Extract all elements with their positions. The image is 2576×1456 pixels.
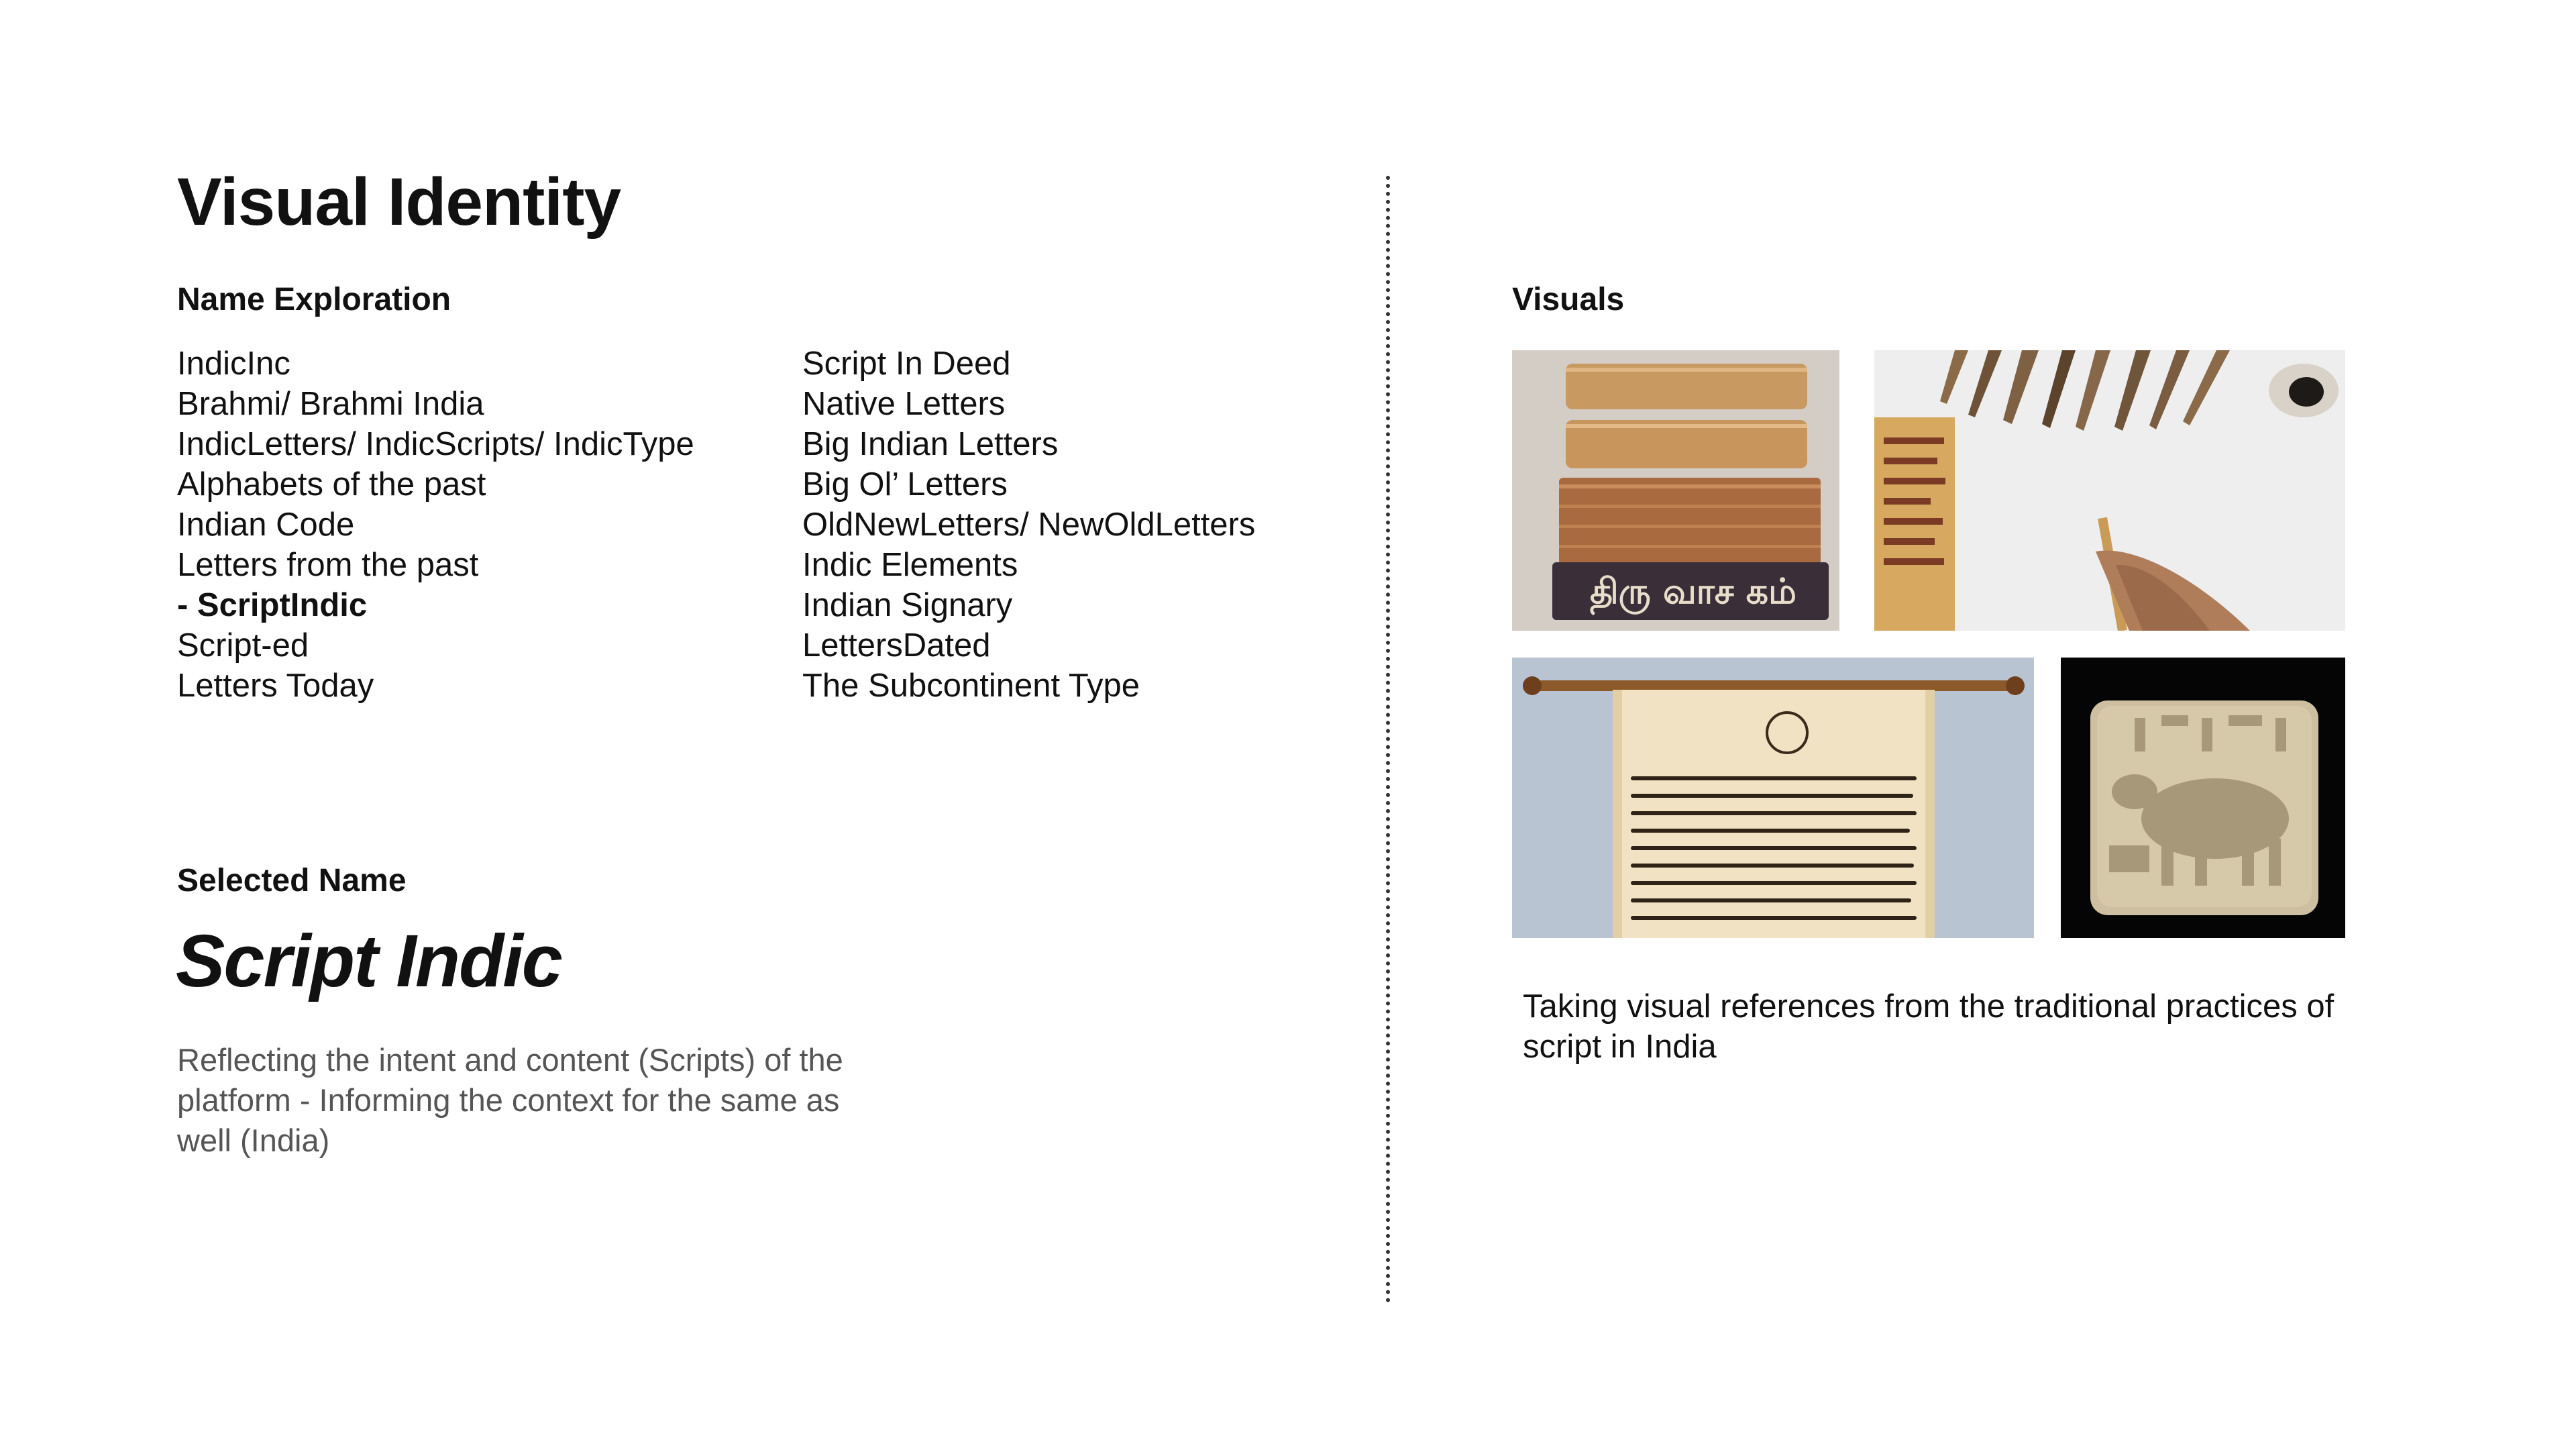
- dotted-divider: [1386, 176, 1390, 1303]
- visuals-caption: Taking visual references from the traditional practices of script in India: [1523, 988, 2334, 1065]
- selected-name-heading: Selected Name: [177, 863, 407, 898]
- name-option: IndicInc: [177, 346, 290, 382]
- name-option: Native Letters: [802, 386, 1006, 422]
- selected-name-description: Reflecting the intent and content (Scripts) of the platform - Informing the context for the same as well (India): [177, 1042, 843, 1158]
- scroll-manuscript-image: [1512, 658, 2034, 938]
- palm-leaf-overlay-text: திரு வாச கம்: [1590, 572, 1796, 612]
- selected-name: Script Indic: [176, 920, 561, 1002]
- name-option: Big Ol’ Letters: [802, 466, 1008, 503]
- name-option: Indian Code: [177, 507, 355, 543]
- name-option: Alphabets of the past: [177, 466, 486, 503]
- indus-seal-image: [2061, 658, 2345, 938]
- name-option: LettersDated: [802, 627, 991, 664]
- name-option-selected: - ScriptIndic: [177, 587, 368, 623]
- name-option: Letters Today: [177, 668, 374, 704]
- name-option: Script In Deed: [802, 346, 1011, 382]
- palm-leaf-manuscript-image: [1512, 350, 1839, 631]
- name-option: Letters from the past: [177, 547, 479, 583]
- name-list-column-1: [177, 344, 694, 706]
- name-option: Script-ed: [177, 627, 309, 664]
- page-title: Visual Identity: [177, 164, 621, 240]
- name-exploration-heading: Name Exploration: [177, 282, 451, 317]
- name-option: Big Indian Letters: [802, 426, 1059, 462]
- name-list-column-2: [802, 344, 1255, 706]
- name-option: The Subcontinent Type: [802, 668, 1140, 704]
- name-option: Indic Elements: [802, 547, 1018, 583]
- name-option: Indian Signary: [802, 587, 1013, 623]
- name-option: IndicLetters/ IndicScripts/ IndicType: [177, 426, 694, 462]
- quill-pens-writing-image: [1874, 350, 2345, 631]
- name-option: OldNewLetters/ NewOldLetters: [802, 507, 1256, 543]
- name-option: Brahmi/ Brahmi India: [177, 386, 484, 422]
- visuals-heading: Visuals: [1512, 282, 1625, 317]
